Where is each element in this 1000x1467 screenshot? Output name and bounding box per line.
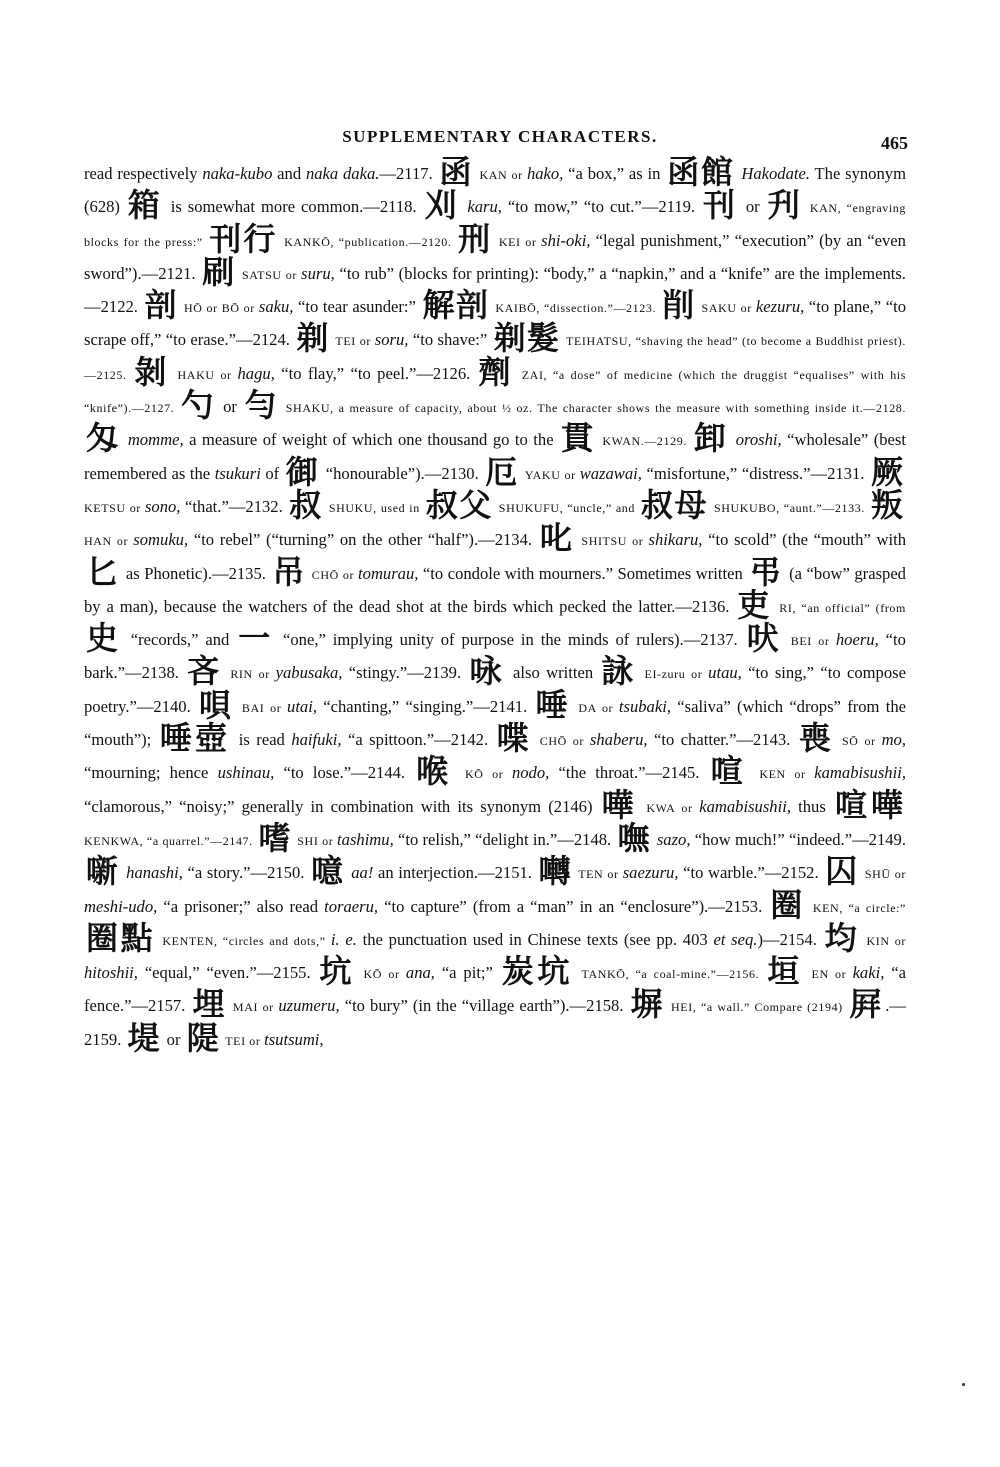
romaji-term: suru,	[301, 263, 335, 283]
text-run: BAI or	[236, 700, 288, 715]
text-run: KAIBŌ, “dissection.”—2123.	[491, 301, 661, 316]
romaji-term: nodo,	[511, 763, 550, 783]
text-run: )—2154.	[757, 929, 823, 949]
kanji-character: 御	[285, 452, 320, 491]
text-run: “to mow,” “to cut.”—2119.	[501, 197, 702, 217]
romaji-term: kaki,	[852, 963, 885, 983]
kanji-character: 噺	[86, 852, 120, 891]
romaji-term: kezuru,	[755, 297, 805, 317]
text-run: RI, “an official” (from	[773, 600, 906, 615]
text-run: SHI or	[293, 833, 338, 848]
text-run: EI-zuru or	[638, 667, 709, 682]
text-run: KAN, “engraving blocks for the press:”	[84, 201, 906, 249]
text-run: or	[739, 197, 766, 217]
text-run: KWAN.—2129.	[597, 434, 692, 449]
kanji-character: 刊	[703, 186, 738, 225]
romaji-term: haifuki,	[291, 730, 342, 750]
text-run: “a box,” as in	[563, 164, 666, 183]
kanji-character: 圈	[770, 885, 806, 924]
kanji-character: 刋	[767, 186, 803, 225]
romaji-term: momme,	[127, 430, 184, 450]
kanji-character: 叛	[870, 485, 904, 524]
romaji-term: uzumeru,	[278, 996, 340, 1016]
text-run: “honourable”).—2130.	[321, 463, 484, 483]
kanji-character: 解剖	[422, 286, 490, 325]
kanji-character: 喧嘩	[834, 785, 904, 824]
romaji-term: kamabisushii,	[699, 796, 791, 816]
kanji-character: 貫	[561, 419, 596, 458]
romaji-term: hako,	[526, 164, 564, 183]
kanji-character: 削	[662, 286, 696, 325]
text-run: “a prisoner;” also read	[157, 896, 325, 916]
text-run: “a fence.”—2157.	[84, 963, 906, 1016]
romaji-term: shaberu,	[589, 730, 648, 750]
text-run: SHITSU or	[576, 534, 649, 549]
text-run: “wholesale” (best remembered as the	[84, 430, 906, 483]
text-run: KIN or	[861, 933, 906, 948]
kanji-character: 叔	[289, 485, 323, 524]
text-run: TEI or	[331, 334, 375, 349]
romaji-term: aa!	[351, 863, 374, 883]
text-run: “to relish,” “delight in.”—2148.	[393, 829, 616, 849]
text-run: KAN or	[475, 168, 527, 182]
romaji-term: utau,	[708, 663, 742, 683]
romaji-term: shikaru,	[648, 530, 703, 550]
text-run: KWA or	[639, 800, 700, 815]
romaji-term: et seq.	[713, 929, 758, 949]
text-run: “to sing,” “to compose poetry.”—2140.	[84, 663, 906, 716]
text-run: “to flay,” “to peel.”—2126.	[274, 363, 477, 383]
text-run: “to rub” (blocks for printing): “body,” a “napkin,” and a “knife” are the implements.—2122.	[84, 263, 906, 317]
text-run: read respectively	[84, 164, 203, 183]
text-run: .—2159.	[84, 996, 906, 1049]
print-speck	[962, 1383, 965, 1386]
text-run: SŌ or	[836, 734, 882, 749]
kanji-character: 垣	[767, 952, 804, 991]
kanji-character: 咏	[469, 652, 505, 691]
kanji-character: 嘸	[617, 818, 651, 857]
romaji-term: wazawai,	[579, 463, 642, 483]
kanji-character: 吠	[746, 619, 783, 658]
text-run: “one,” implying unity of purpose in the minds of rulers).—2137.	[276, 630, 745, 650]
kanji-character: 勺	[181, 386, 216, 425]
text-run: YAKU or	[520, 467, 580, 482]
text-run: CHŌ or	[307, 567, 359, 582]
romaji-term: hagu,	[237, 363, 275, 383]
romaji-term: hanashi,	[126, 863, 183, 883]
kanji-character: 弔	[749, 552, 783, 591]
text-run: “to tear asunder:”	[293, 297, 421, 317]
text-run: “a story.”—2150.	[182, 863, 310, 883]
text-run: KENTEN, “circles and dots,”	[157, 933, 331, 948]
text-run: “equal,” “even.”—2155.	[137, 963, 318, 983]
romaji-term: naka daka.	[305, 164, 380, 183]
text-run: is read	[232, 730, 292, 750]
text-run: SHUKUFU, “uncle,” and	[494, 500, 639, 515]
text-run: The synonym (628)	[84, 164, 906, 217]
kanji-character: 吝	[187, 652, 223, 691]
text-run: TEI or	[221, 1033, 265, 1048]
kanji-character: 嘩	[601, 785, 638, 824]
text-run: TEN or	[574, 867, 623, 882]
kanji-character: 吊	[272, 552, 306, 591]
text-run: SHUKUBO, “aunt.”—2133.	[709, 500, 869, 515]
text-run: “to bury” (in the “village earth”).—2158.	[339, 996, 629, 1016]
kanji-character: 囀	[538, 852, 573, 891]
text-run: or	[217, 397, 243, 417]
text-run: “legal punishment,” “execution” (by an “even sword”).—2121.	[84, 230, 906, 283]
kanji-character: 喧	[710, 752, 749, 791]
kanji-character: 塀	[630, 985, 665, 1024]
text-run: “to chatter.”—2143.	[647, 730, 797, 750]
kanji-character: 剖	[144, 286, 178, 325]
romaji-term: saku,	[258, 297, 294, 317]
romaji-term: karu,	[467, 197, 502, 217]
kanji-character: 叱	[539, 519, 575, 558]
text-run: KETSU or	[84, 500, 145, 515]
text-run: a measure of weight of which one thousand go to the	[183, 430, 560, 450]
kanji-character: 喪	[798, 719, 835, 758]
text-run: TANKŌ, “a coal-mine.”—2156.	[575, 967, 766, 982]
kanji-character: 詠	[601, 652, 637, 691]
text-run: “chanting,” “singing.”—2141.	[316, 696, 534, 716]
text-run: “misfortune,” “distress.”—2131.	[641, 463, 869, 483]
kanji-character: 匕	[86, 552, 120, 591]
text-run: and	[272, 164, 306, 183]
kanji-character: 勻	[244, 386, 279, 425]
text-run: TEIHATSU, “shaving the head” (to become a Buddhist priest).—2125.	[84, 334, 906, 382]
kanji-character: 均	[824, 918, 860, 957]
text-run: “to shave:”	[408, 330, 492, 350]
text-run: “clamorous,” “noisy;” generally in combination with its synonym (2146)	[84, 796, 600, 816]
text-run: “stingy.”—2139.	[342, 663, 468, 683]
romaji-term: tsukuri	[214, 463, 261, 483]
kanji-character: 囚	[825, 852, 859, 891]
text-run: “to capture” (from a “man” in an “enclosure”).—2153.	[378, 896, 769, 916]
romaji-term: ushinau,	[217, 763, 275, 783]
text-run: “mourning; hence	[84, 763, 218, 783]
text-run: as Phonetic).—2135.	[121, 563, 271, 583]
text-run: HAKU or	[171, 367, 238, 382]
romaji-term: hoeru,	[835, 630, 879, 650]
text-run: SHŪ or	[860, 867, 906, 882]
text-run: or	[162, 1029, 185, 1049]
kanji-character: 圈點	[86, 918, 156, 957]
kanji-character: 刑	[458, 219, 493, 258]
text-run: SHUKU, used in	[324, 500, 424, 515]
text-run: of	[260, 463, 284, 483]
text-run: KŌ or	[456, 767, 512, 782]
text-run: HEI, “a wall.” Compare (2194)	[666, 1000, 848, 1015]
kanji-character: 吏	[737, 585, 772, 624]
text-run: thus	[790, 796, 833, 816]
text-run: SHAKU, a measure of capacity, about ½ oz. The character shows the measure with something inside it.—2128.	[280, 401, 906, 416]
kanji-character: 劑	[478, 352, 514, 391]
text-run: MAI or	[228, 1000, 279, 1015]
romaji-term: tsubaki,	[618, 696, 671, 716]
text-run: HŌ or BŌ or	[179, 301, 259, 316]
kanji-character: 屛	[849, 985, 884, 1024]
romaji-term: utai,	[287, 696, 317, 716]
text-run: “to rebel” (“turning” on the other “half”).—2134.	[188, 530, 538, 550]
text-run: “saliva” (which “drops” from the “mouth”);	[84, 696, 906, 750]
kanji-character: 剝	[134, 352, 170, 391]
kanji-character: 一	[238, 619, 275, 658]
romaji-term: Hakodate.	[741, 164, 811, 183]
kanji-character: 叔母	[641, 485, 708, 524]
romaji-term: hitoshii,	[84, 963, 138, 983]
text-run: KENKWA, “a quarrel.”—2147.	[84, 833, 257, 848]
kanji-character: 厄	[485, 452, 519, 491]
romaji-term: toraeru,	[324, 896, 379, 916]
text-run: KEN or	[750, 767, 815, 782]
kanji-character: 喋	[496, 719, 532, 758]
text-run: “to bark.”—2138.	[84, 630, 906, 683]
text-run: EN or	[805, 967, 853, 982]
text-run: KEI or	[494, 234, 542, 249]
text-run: “that.”—2132.	[180, 496, 288, 516]
text-run: “to condole with mourners.” Sometimes written	[418, 563, 748, 583]
text-run: “to warble.”—2152.	[678, 863, 824, 883]
kanji-character: 喉	[416, 752, 455, 791]
body-text	[84, 153, 906, 1057]
kanji-character: 厥	[870, 452, 904, 491]
kanji-character: 剃髮	[493, 319, 561, 358]
text-run: BEI or	[784, 634, 836, 649]
kanji-character: 函館	[667, 153, 735, 191]
kanji-character: 堤	[127, 1018, 161, 1057]
kanji-character: 刷	[202, 252, 236, 291]
text-run: (a “bow” grasped by a man), because the watchers of the dead shot at the birds which pecked the latter.—2136.	[84, 563, 906, 616]
text-run: the punctuation used in Chinese texts (see pp. 403	[356, 929, 714, 949]
text-run: “a pit;”	[434, 963, 500, 983]
kanji-character: 唾	[535, 685, 571, 724]
text-run: “a spittoon.”—2142.	[341, 730, 495, 750]
romaji-term: oroshi,	[735, 430, 782, 450]
text-run: is somewhat more common.—2118.	[164, 197, 423, 217]
text-run: “the throat.”—2145.	[549, 763, 709, 783]
text-run: “to plane,” “to scrape off,” “to erase.”—2124.	[84, 297, 906, 350]
text-run: “records,” and	[123, 630, 237, 650]
kanji-character: 隄	[186, 1018, 220, 1057]
kanji-character: 函	[439, 153, 474, 191]
text-run: KEN, “a circle:”	[807, 900, 906, 915]
romaji-term: ana,	[405, 963, 435, 983]
text-run: SAKU or	[697, 301, 756, 316]
kanji-character: 刈	[424, 186, 460, 225]
romaji-term: soru,	[374, 330, 409, 350]
running-title: SUPPLEMENTARY CHARACTERS.	[342, 127, 658, 146]
kanji-character: 史	[86, 619, 122, 658]
kanji-character: 卸	[693, 419, 729, 458]
text-run: SATSU or	[237, 267, 302, 282]
romaji-term: naka-kubo	[202, 164, 273, 183]
text-run: ZAI, “a dose” of medicine (which the druggist “equalises” with his “knife”).—2127.	[84, 367, 906, 416]
kanji-character: 箱	[127, 186, 163, 225]
romaji-term: i. e.	[330, 929, 357, 949]
text-run: DA or	[572, 700, 619, 715]
text-run: “to lose.”—2144.	[274, 763, 415, 783]
romaji-term: tsutsumi,	[264, 1029, 324, 1049]
text-run: also written	[506, 663, 600, 683]
kanji-character: 刊行	[209, 219, 278, 258]
romaji-term: sazo,	[656, 829, 691, 849]
text-run: KANKŌ, “publication.—2120.	[279, 234, 457, 249]
romaji-term: tashimu,	[337, 829, 394, 849]
romaji-term: somuku,	[133, 530, 189, 550]
romaji-term: kamabisushii,	[814, 763, 906, 783]
romaji-term: sono,	[144, 496, 181, 516]
text-run: —2117.	[379, 164, 438, 183]
kanji-character: 坑	[319, 952, 356, 991]
kanji-character: 唾壺	[159, 719, 231, 758]
kanji-character: 炭坑	[501, 952, 574, 991]
text-run: an interjection.—2151.	[373, 863, 537, 883]
page-number: 465	[881, 133, 908, 153]
text-run: KŌ or	[357, 967, 406, 982]
kanji-character: 埋	[192, 985, 227, 1024]
kanji-character: 噫	[311, 852, 345, 891]
kanji-character: 剃	[296, 319, 330, 358]
text-run: CHŌ or	[533, 734, 590, 749]
romaji-term: shi-oki,	[541, 230, 591, 250]
kanji-character: 叔父	[425, 485, 493, 524]
kanji-character: 匁	[86, 419, 121, 458]
text-run: HAN or	[84, 534, 134, 549]
romaji-term: tomurau,	[358, 563, 419, 583]
kanji-character: 唄	[199, 685, 235, 724]
romaji-term: yabusaka,	[275, 663, 343, 683]
romaji-term: meshi-udo,	[84, 896, 158, 916]
romaji-term: saezuru,	[622, 863, 679, 883]
text-run: RIN or	[224, 667, 276, 682]
romaji-term: mo,	[881, 730, 906, 750]
text-run: “to scold” (the “mouth” with	[702, 530, 906, 550]
text-run: “how much!” “indeed.”—2149.	[690, 829, 906, 849]
kanji-character: 嗜	[258, 818, 292, 857]
